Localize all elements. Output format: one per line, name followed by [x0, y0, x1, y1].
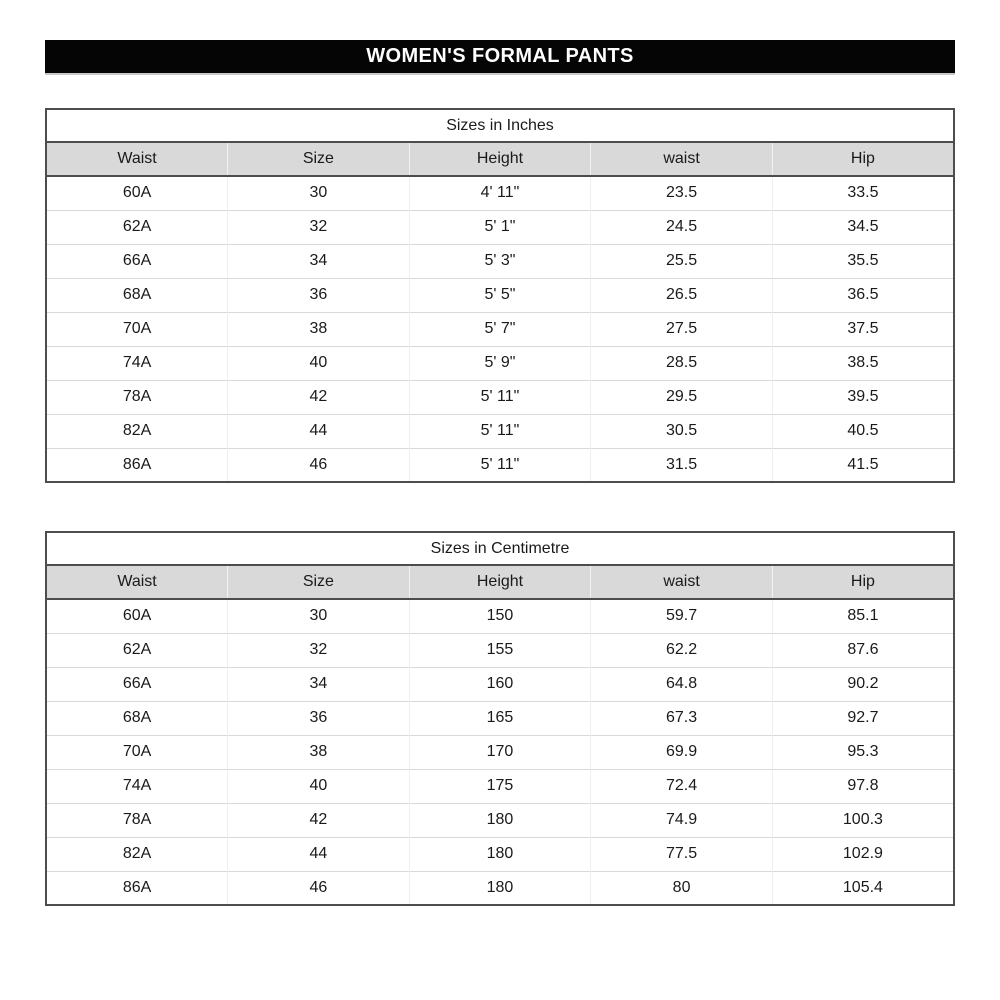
table-cell: 44	[228, 414, 410, 448]
table-row	[46, 871, 954, 905]
table-row	[46, 380, 954, 414]
column-header: Height	[409, 142, 591, 176]
column-header: Hip	[772, 142, 954, 176]
table-cell: 59.7	[591, 599, 773, 633]
table-cell: 66A	[46, 667, 228, 701]
table-cell: 5' 3"	[409, 244, 591, 278]
table-cell: 37.5	[772, 312, 954, 346]
table-cell: 40	[228, 346, 410, 380]
table-cell: 70A	[46, 735, 228, 769]
table-cell: 5' 11"	[409, 414, 591, 448]
table-cell: 170	[409, 735, 591, 769]
sizes-in-centimetre-table	[45, 531, 955, 906]
column-header: waist	[591, 142, 773, 176]
table-row	[46, 803, 954, 837]
table-cell: 62A	[46, 210, 228, 244]
table-cell: 40	[228, 769, 410, 803]
table-cell: 26.5	[591, 278, 773, 312]
table-cell: 82A	[46, 837, 228, 871]
table-cell: 34.5	[772, 210, 954, 244]
table-cell: 36.5	[772, 278, 954, 312]
column-header: Hip	[772, 565, 954, 599]
table-row	[46, 667, 954, 701]
table-cell: 180	[409, 803, 591, 837]
table-cell: 36	[228, 278, 410, 312]
table-row	[46, 414, 954, 448]
table-cell: 5' 11"	[409, 380, 591, 414]
table-cell: 160	[409, 667, 591, 701]
table-cell: 74A	[46, 769, 228, 803]
table-cell: 60A	[122, 184, 152, 202]
table-cell: 77.5	[591, 837, 773, 871]
table-cell: 32	[228, 210, 410, 244]
table-cell: 27.5	[591, 312, 773, 346]
table-cell: 35.5	[772, 244, 954, 278]
table-cell: 5' 1"	[409, 210, 591, 244]
table-cell: 68A	[46, 701, 228, 735]
table-row	[46, 837, 954, 871]
table-cell: 36	[228, 701, 410, 735]
table-cell: 5' 7"	[409, 312, 591, 346]
table-cell: 39.5	[772, 380, 954, 414]
table-cell: 41.5	[772, 448, 954, 482]
table-cell: 32	[228, 633, 410, 667]
table-row	[46, 633, 954, 667]
table-cell: 25.5	[591, 244, 773, 278]
page-title: WOMEN'S FORMAL PANTS	[366, 45, 634, 67]
table-cell: 87.6	[772, 633, 954, 667]
table-cell: 95.3	[772, 735, 954, 769]
table-cell: 34	[228, 667, 410, 701]
table-cell: 33.5	[772, 176, 954, 210]
table-cell: 30	[228, 176, 410, 210]
table-cell: 62.2	[591, 633, 773, 667]
table-cell: 180	[409, 837, 591, 871]
table-cell: 5' 9"	[409, 346, 591, 380]
table-cell: 100.3	[772, 803, 954, 837]
table-header-row	[46, 142, 954, 176]
table-cell: 67.3	[591, 701, 773, 735]
table-cell: 78A	[46, 380, 228, 414]
table-cell: 70A	[46, 312, 228, 346]
table-cell: 155	[409, 633, 591, 667]
table-cell: 80	[591, 871, 773, 905]
column-header: Waist	[46, 565, 228, 599]
table-cell: 28.5	[591, 346, 773, 380]
table-cell: 46	[228, 448, 410, 482]
table-cell: 5' 5"	[409, 278, 591, 312]
table-body	[46, 599, 954, 905]
table-cell: 97.8	[772, 769, 954, 803]
table-cell: 5' 11"	[409, 448, 591, 482]
table-row	[46, 346, 954, 380]
table-cell: 92.7	[772, 701, 954, 735]
table-caption-inches: Sizes in Inches	[45, 108, 955, 141]
table-row	[46, 176, 954, 210]
table-body	[46, 176, 954, 482]
table-cell: 44	[228, 837, 410, 871]
table-cell: 82A	[46, 414, 228, 448]
table-cell: 24.5	[591, 210, 773, 244]
table-cell: 150	[409, 599, 591, 633]
table-row	[46, 701, 954, 735]
title-banner	[45, 40, 955, 73]
table-cell: 175	[409, 769, 591, 803]
table-cell: 69.9	[591, 735, 773, 769]
table-cell: 38	[228, 735, 410, 769]
table-cell: 86A	[46, 871, 228, 905]
table-cell: 42	[228, 380, 410, 414]
table-cell: 105.4	[772, 871, 954, 905]
table-cell: 85.1	[772, 599, 954, 633]
table-cell: 102.9	[772, 837, 954, 871]
table-cell: 74A	[46, 346, 228, 380]
table-cell: 62A	[46, 633, 228, 667]
table-row	[46, 312, 954, 346]
table-cell: 90.2	[772, 667, 954, 701]
table-row	[46, 210, 954, 244]
table-cell: 64.8	[591, 667, 773, 701]
table-cell: 34	[228, 244, 410, 278]
table-row	[46, 244, 954, 278]
table-cell: 66A	[46, 244, 228, 278]
table-cell: 86A	[46, 448, 228, 482]
table-caption-centimetre: Sizes in Centimetre	[45, 531, 955, 564]
column-header: Size	[228, 565, 410, 599]
table-cell: 60A	[122, 607, 152, 625]
column-header: waist	[591, 565, 773, 599]
table-row	[46, 769, 954, 803]
table-row	[46, 448, 954, 482]
table-cell: 23.5	[591, 176, 773, 210]
table-cell: 38	[228, 312, 410, 346]
table-cell: 74.9	[591, 803, 773, 837]
sizes-in-inches-table	[45, 108, 955, 483]
column-header: Height	[409, 565, 591, 599]
table-cell: 30	[228, 599, 410, 633]
table-cell: 29.5	[591, 380, 773, 414]
table-cell: 68A	[46, 278, 228, 312]
table-cell: 31.5	[591, 448, 773, 482]
table-cell: 165	[409, 701, 591, 735]
table-cell: 30.5	[591, 414, 773, 448]
table-cell: 40.5	[772, 414, 954, 448]
column-header: Size	[228, 142, 410, 176]
table-row	[46, 278, 954, 312]
table-header-row	[46, 565, 954, 599]
table-cell: 42	[228, 803, 410, 837]
table-row	[46, 599, 954, 633]
table-cell: 78A	[46, 803, 228, 837]
table-row	[46, 735, 954, 769]
table-cell: 46	[228, 871, 410, 905]
table-cell: 4' 11"	[409, 176, 591, 210]
column-header: Waist	[46, 142, 228, 176]
table-cell: 180	[409, 871, 591, 905]
table-cell: 72.4	[591, 769, 773, 803]
table-cell: 38.5	[772, 346, 954, 380]
